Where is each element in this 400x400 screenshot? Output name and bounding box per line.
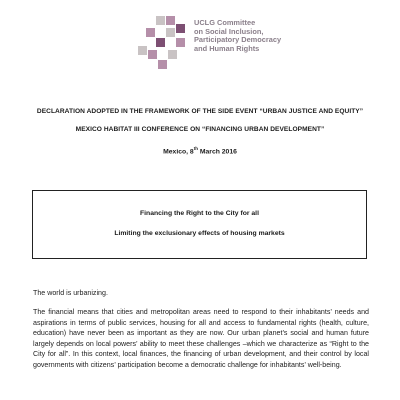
- box-subtitle: Limiting the exclusionary effects of housing markets: [114, 230, 285, 237]
- paragraph-intro: The world is urbanizing.: [33, 289, 108, 297]
- logo-text: [194, 19, 324, 53]
- date-superscript: th: [193, 146, 198, 151]
- declaration-title: DECLARATION ADOPTED IN THE FRAMEWORK OF THE SIDE EVENT “URBAN JUSTICE AND EQUITY”: [36, 108, 364, 115]
- paragraph-financial: The financial means that cities and metropolitan areas need to respond to their inhabitants’ needs and aspirations in terms of public services, housing for all and access to fundamental rights (health, culture, education) have never been as important as they are now. Our urban planet’s social and human future largely depends on local powers’ ability to meet these challenges –which we characterize as “Right to the City for all”. In this context, local finances, the financing of urban development, and their control by local governments with citizens’ participation become a democratic challenge for inhabitants’ well-being.: [33, 308, 369, 369]
- logo-line: and Human Rights: [194, 43, 260, 53]
- logo-line: UCLG Committee: [194, 18, 256, 27]
- document-date: [0, 146, 400, 155]
- title-box: [32, 190, 367, 259]
- uclg-logo-mark: [138, 14, 194, 74]
- date-suffix: March 2016: [197, 148, 237, 156]
- date-prefix: Mexico, 8: [163, 148, 194, 156]
- conference-title: MEXICO HABITAT III CONFERENCE ON “FINANCING URBAN DEVELOPMENT”: [75, 126, 325, 133]
- box-title: Financing the Right to the City for all: [140, 210, 259, 217]
- uclg-logo: [138, 14, 318, 74]
- logo-line: Participatory Democracy: [194, 35, 282, 45]
- logo-line: on Social Inclusion,: [194, 26, 264, 36]
